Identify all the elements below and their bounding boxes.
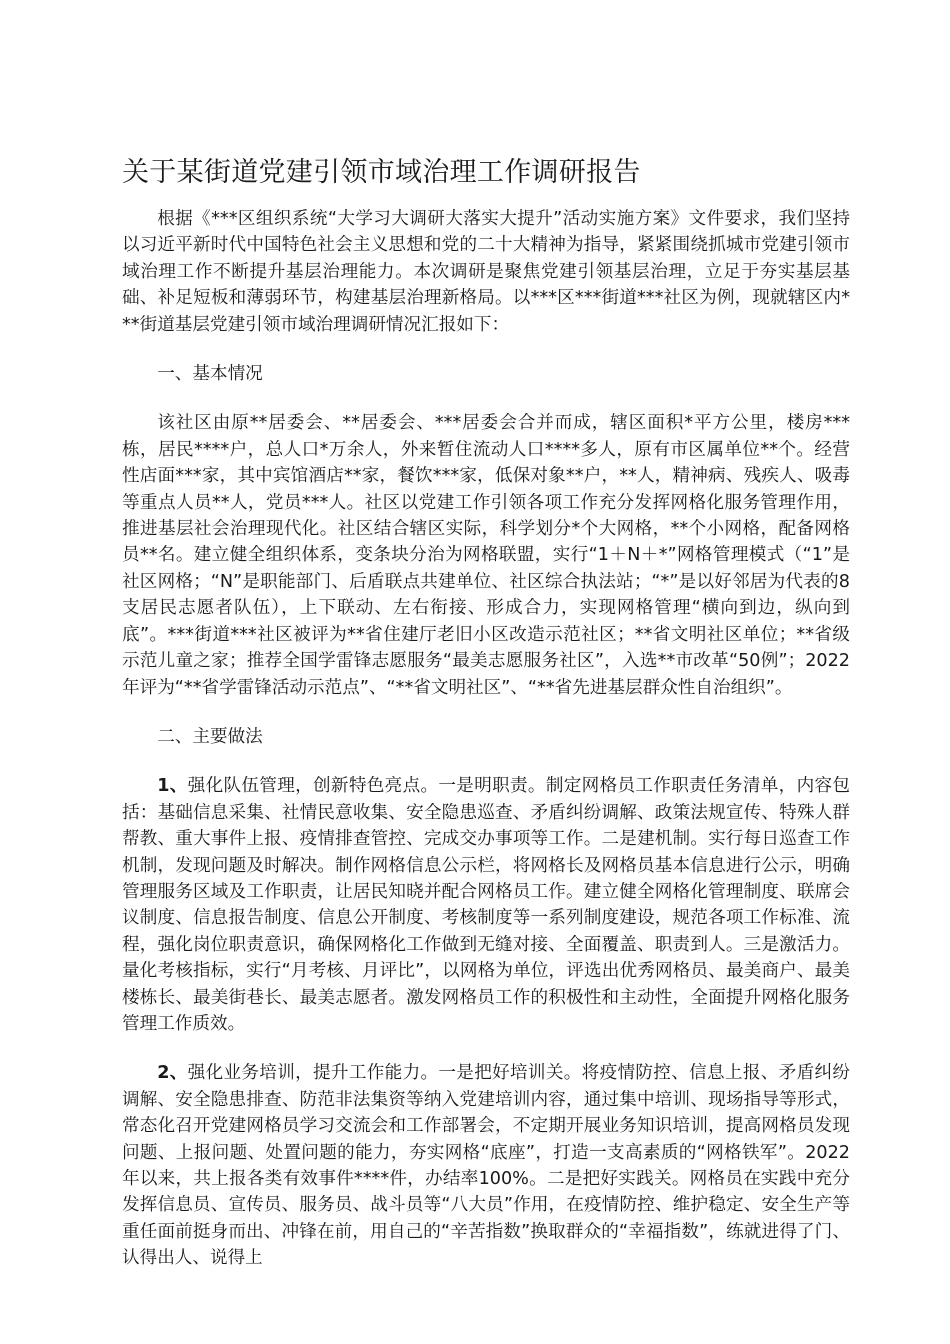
document-title: 关于某街道党建引领市域治理工作调研报告: [122, 157, 641, 188]
document-body: [122, 206, 850, 1295]
practice-item-1: [122, 773, 850, 1037]
section-heading-basic-situation: 一、基本情况: [157, 364, 263, 385]
practice-item-2: [122, 1060, 850, 1271]
practice-item-1-text: 强化队伍管理，创新特色亮点。一是明职责。制定网格员工作职责任务清单，内容包括：基础信息采集、社情民意收集、安全隐患巡查、矛盾纠纷调解、政策法规宣传、特殊人群帮教、重大事件上报、疫情排查管控、完成交办事项等工作。二是建机制。实行每日巡查工作机制，发现问题及时解决。制作网格信息公示栏，将网格长及网格员基本信息进行公示，明确管理服务区域及工作职责，让居民知晓并配合网格员工作。建立健全网格化管理制度、联席会议制度、信息报告制度、信息公开制度、考核制度等一系列制度建设，规范各项工作标准、流程，强化岗位职责意识，确保网格化工作做到无缝对接、全面覆盖、职责到人。三是激活力。量化考核指标，实行“月考核、月评比”，以网格为单位，评选出优秀网格员、最美商户、最美楼栋长、最美街巷长、最美志愿者。激发网格员工作的积极性和主动性，全面提升网格化服务管理工作质效。: [122, 776, 850, 1034]
section-heading-main-practices: 二、主要做法: [157, 726, 263, 747]
practice-item-2-number: 2、: [157, 1063, 188, 1084]
intro-paragraph: 根据《***区组织系统“大学习大调研大落实大提升”活动实施方案》文件要求，我们坚持以习近平新时代中国特色社会主义思想和党的二十大精神为指导，紧紧围绕抓城市党建引领市域治理工作不断提升基层治理能力。本次调研是聚焦党建引领基层治理，立足于夯实基层基础、补足短板和薄弱环节，构建基层治理新格局。以***区***街道***社区为例，现就辖区内***街道基层党建引领市域治理调研情况汇报如下：: [122, 209, 850, 335]
basic-situation-paragraph: 该社区由原**居委会、**居委会、***居委会合并而成，辖区面积*平方公里，楼房***栋，居民****户，总人口*万余人，外来暂住流动人口****多人，原有市区属单位**个。经营性店面***家，其中宾馆酒店**家，餐饮***家，低保对象**户，**人，精神病、残疾人、吸毒等重点人员**人，党员***人。社区以党建工作引领各项工作充分发挥网格化服务管理作用，推进基层社会治理现代化。社区结合辖区实际，科学划分*个大网格，**个小网格，配备网格员**名。建立健全组织体系，变条块分治为网格联盟，实行“1＋N＋*”网格管理模式（“1”是社区网格；“N”是职能部门、后盾联点共建单位、社区综合执法站；“*”是以好邻居为代表的8支居民志愿者队伍），上下联动、左右衔接、形成合力，实现网格管理“横向到边，纵向到底”。***街道***社区被评为**省住建厅老旧小区改造示范社区；**省文明社区单位；**省级示范儿童之家；推荐全国学雷锋志愿服务“最美志愿服务社区”，入选**市改革“50例”；2022年评为“**省学雷锋活动示范点”、“**省文明社区”、“**省先进基层群众性自治组织”。: [122, 413, 850, 698]
practice-item-2-text: 强化业务培训，提升工作能力。一是把好培训关。将疫情防控、信息上报、矛盾纠纷调解、安全隐患排查、防范非法集资等纳入党建培训内容，通过集中培训、现场指导等形式，常态化召开党建网格员学习交流会和工作部署会，不定期开展业务知识培训，提高网格员发现问题、上报问题、处置问题的能力，夯实网格“底座”，打造一支高素质的“网格铁军”。2022年以来，共上报各类有效事件****件，办结率100%。二是把好实践关。网格员在实践中充分发挥信息员、宣传员、服务员、战斗员等“八大员”作用，在疫情防控、维护稳定、安全生产等重任面前挺身而出、冲锋在前，用自己的“辛苦指数”换取群众的“幸福指数”，练就进得了门、认得出人、说得上: [122, 1063, 850, 1269]
practice-item-1-number: 1、: [157, 776, 188, 797]
